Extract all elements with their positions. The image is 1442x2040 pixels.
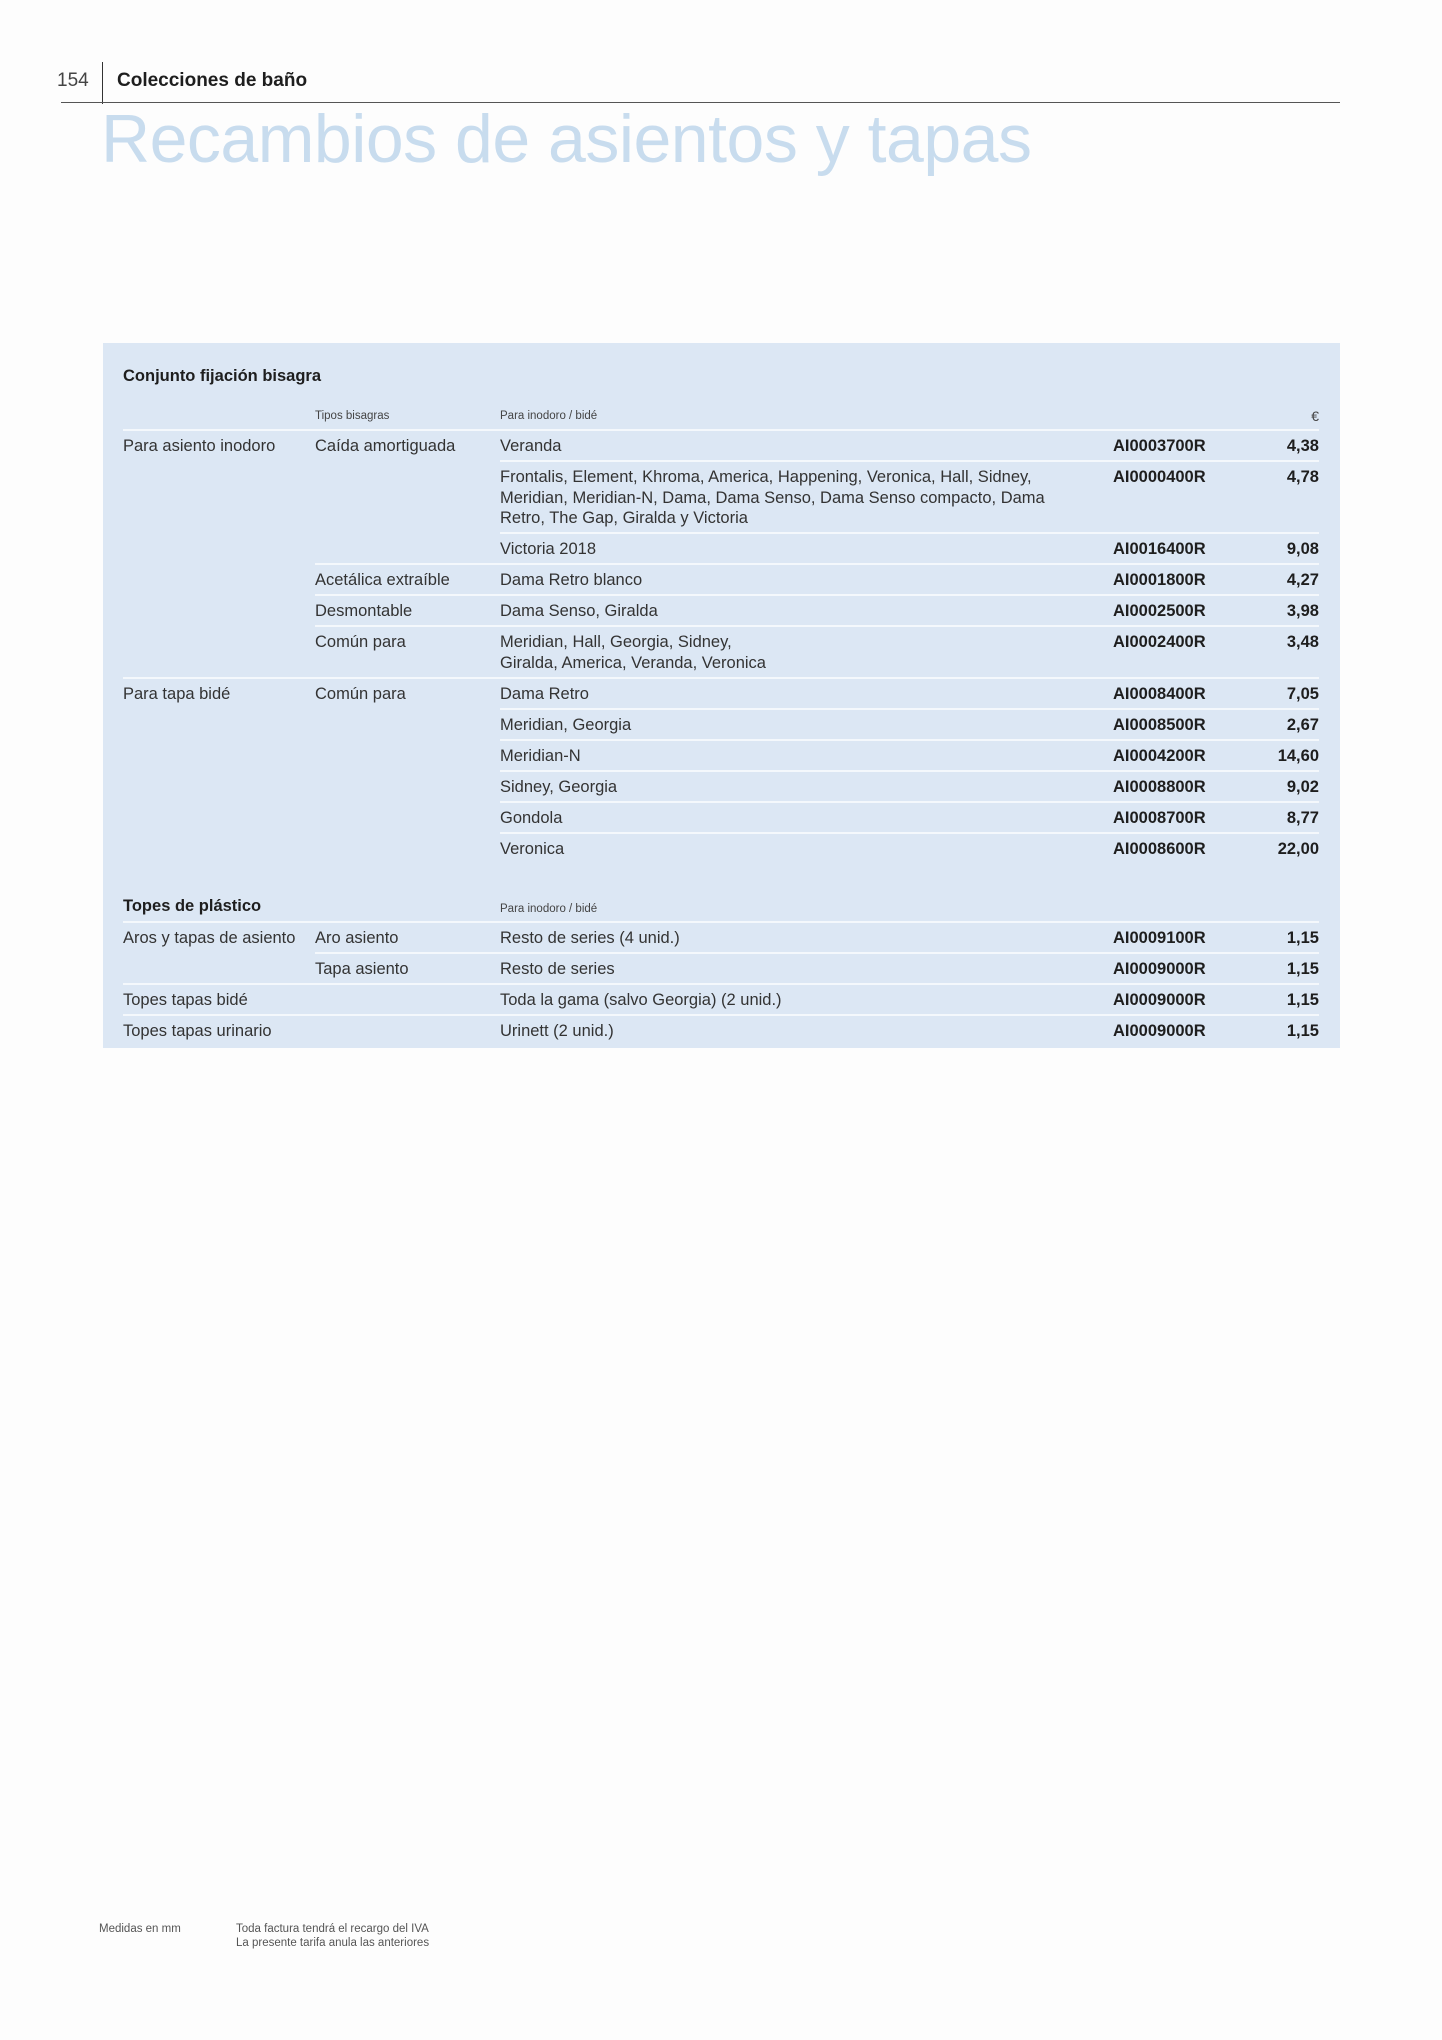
row-price: 22,00: [1277, 839, 1319, 858]
table-row: [103, 1014, 1340, 1045]
hinge-table-title: Conjunto fijación bisagra: [123, 367, 322, 385]
row-models: Meridian-N: [500, 746, 581, 765]
section-title: Colecciones de baño: [117, 70, 308, 91]
row-price: 8,77: [1286, 808, 1319, 827]
row-price: 1,15: [1286, 1022, 1319, 1040]
row-hinge-type: Aro asiento: [315, 929, 399, 947]
row-hinge-type: Caída amortiguada: [315, 437, 456, 455]
row-hinge-type: Acetálica extraíble: [315, 571, 450, 589]
row-models: Resto de series: [500, 960, 615, 978]
table-row: [103, 770, 1340, 801]
row-models: Gondola: [500, 808, 563, 827]
row-separator: [315, 563, 1319, 565]
row-price: 1,15: [1286, 929, 1319, 947]
row-price: 14,60: [1277, 746, 1319, 765]
measures-note: Medidas en mm: [99, 1923, 181, 1935]
table-row: [103, 532, 1340, 563]
table-row: [103, 832, 1340, 863]
row-group-label: Topes tapas bidé: [123, 991, 248, 1009]
row-models: Dama Retro: [500, 684, 589, 703]
row-product-code: AI0008800R: [1113, 777, 1206, 796]
stops-table-title: Topes de plástico: [123, 897, 262, 915]
row-models: Giralda, America, Veranda, Veronica: [500, 653, 766, 672]
row-price: 9,02: [1286, 777, 1319, 796]
row-separator: [123, 677, 1319, 679]
row-models: Victoria 2018: [500, 540, 597, 558]
row-product-code: AI0000400R: [1113, 468, 1206, 486]
table-row: [103, 708, 1340, 739]
row-models: Toda la gama (salvo Georgia) (2 unid.): [500, 991, 782, 1009]
row-models: Dama Retro blanco: [500, 571, 643, 589]
table-row: [103, 625, 1340, 677]
row-separator: [123, 429, 1319, 431]
row-separator: [123, 921, 1319, 923]
row-product-code: AI0008500R: [1113, 715, 1206, 734]
row-separator: [500, 708, 1319, 710]
row-group-label: Para asiento inodoro: [123, 437, 276, 455]
row-models: Sidney, Georgia: [500, 777, 618, 796]
row-hinge-type: Común para: [315, 633, 406, 651]
table-row: [103, 921, 1340, 952]
row-models: Urinett (2 unid.): [500, 1022, 614, 1040]
row-separator: [500, 770, 1319, 772]
row-product-code: AI0003700R: [1113, 437, 1206, 455]
row-product-code: AI0001800R: [1113, 571, 1206, 589]
row-product-code: AI0002400R: [1113, 633, 1206, 651]
row-product-code: AI0008700R: [1113, 808, 1206, 827]
row-price: 3,98: [1286, 602, 1319, 620]
row-separator: [315, 952, 1319, 954]
tariff-note: La presente tarifa anula las anteriores: [236, 1937, 430, 1949]
row-models: Retro, The Gap, Giralda y Victoria: [500, 509, 748, 527]
row-separator: [123, 983, 1319, 985]
header-divider: [102, 62, 103, 104]
row-price: 4,78: [1286, 468, 1319, 486]
row-models: Meridian, Meridian-N, Dama, Dama Senso, Dama Senso compacto, Dama: [500, 488, 1045, 507]
tax-note: Toda factura tendrá el recargo del IVA: [236, 1923, 429, 1935]
row-product-code: AI0008600R: [1113, 839, 1206, 858]
row-price: 4,38: [1286, 437, 1319, 455]
row-hinge-type: Común para: [315, 684, 406, 703]
row-price: 1,15: [1286, 991, 1319, 1009]
table-row: [103, 952, 1340, 983]
row-price: 4,27: [1286, 571, 1319, 589]
currency-header: €: [1311, 408, 1319, 424]
row-separator: [500, 532, 1319, 534]
page-number: 154: [57, 70, 89, 91]
row-separator: [315, 625, 1319, 627]
table-row: [103, 677, 1340, 708]
row-models: Meridian, Hall, Georgia, Sidney,: [500, 633, 732, 651]
row-product-code: AI0016400R: [1113, 540, 1206, 558]
table-row: [103, 983, 1340, 1014]
row-price: 1,15: [1286, 960, 1319, 978]
row-price: 9,08: [1286, 540, 1319, 558]
row-hinge-type: Tapa asiento: [315, 960, 409, 978]
row-separator: [315, 594, 1319, 596]
row-models: Resto de series (4 unid.): [500, 929, 680, 947]
row-price: 7,05: [1286, 684, 1319, 703]
price-table-panel: [103, 343, 1340, 1048]
row-group-label: Aros y tapas de asiento: [123, 929, 296, 947]
row-price: 3,48: [1286, 633, 1319, 651]
row-models: Dama Senso, Giralda: [500, 602, 658, 620]
row-product-code: AI0009000R: [1113, 991, 1206, 1009]
hinge-col-for-header: Para inodoro / bidé: [500, 410, 598, 422]
hinge-col-types-header: Tipos bisagras: [315, 410, 390, 422]
row-models: Veronica: [500, 839, 565, 858]
row-separator: [500, 739, 1319, 741]
row-product-code: AI0009000R: [1113, 960, 1206, 978]
row-group-label: Para tapa bidé: [123, 684, 231, 703]
page-title: Recambios de asientos y tapas: [101, 101, 1032, 177]
row-product-code: AI0004200R: [1113, 746, 1206, 765]
row-models: Meridian, Georgia: [500, 715, 632, 734]
row-product-code: AI0002500R: [1113, 602, 1206, 620]
stops-col-for-header: Para inodoro / bidé: [500, 903, 598, 915]
table-row: [103, 801, 1340, 832]
row-separator: [500, 460, 1319, 462]
row-separator: [500, 832, 1319, 834]
row-product-code: AI0009000R: [1113, 1022, 1206, 1040]
row-product-code: AI0009100R: [1113, 929, 1206, 947]
row-models: Veranda: [500, 437, 562, 455]
row-models: Frontalis, Element, Khroma, America, Happening, Veronica, Hall, Sidney,: [500, 468, 1032, 486]
row-product-code: AI0008400R: [1113, 684, 1206, 703]
table-row: [103, 460, 1340, 532]
table-row: [103, 563, 1340, 594]
row-separator: [500, 801, 1319, 803]
row-price: 2,67: [1286, 715, 1319, 734]
table-row: [103, 739, 1340, 770]
table-row: [103, 594, 1340, 625]
row-separator: [123, 1014, 1319, 1016]
row-group-label: Topes tapas urinario: [123, 1022, 272, 1040]
row-hinge-type: Desmontable: [315, 602, 413, 620]
table-row: [103, 429, 1340, 460]
